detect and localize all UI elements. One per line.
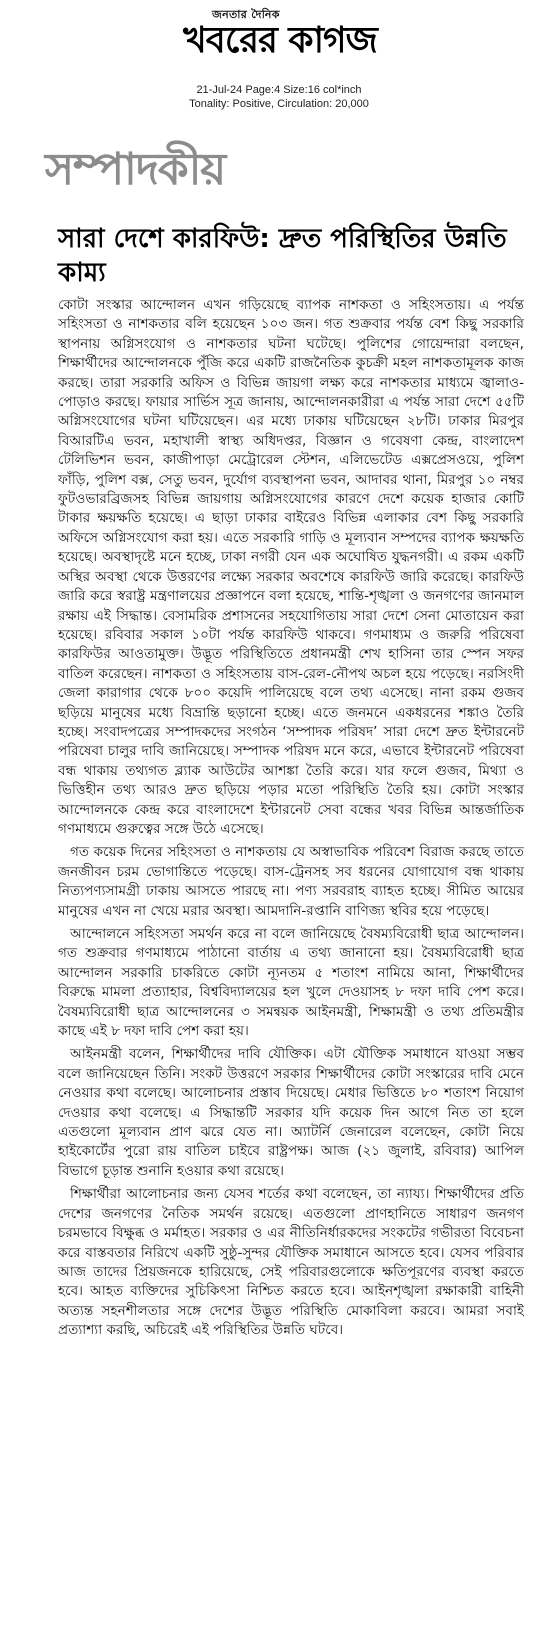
article-paragraph: গত কয়েক দিনের সহিংসতা ও নাশকতায় যে অস্বাভাবিক পরিবেশ বিরাজ করছে তাতে জনজীবন চরম ভোগান্তিতে পড়েছে। বাস-ট্রেনসহ সব ধরনের যোগাযোগ বন্ধ থাকায় নিত্যপণ্যসামগ্রী ঢাকায় আসতে পারছে না। পণ্য সরবরাহ ব্যাহত হচ্ছে। সীমিত আয়ের মানুষের এখন না খেয়ে মরার অবস্থা। আমদানি-রপ্তানি বাণিজ্য স্থবির হয়ে পড়েছে।: [58, 844, 524, 919]
article-paragraph: কোটা সংস্কার আন্দোলন এখন গড়িয়েছে ব্যাপক নাশকতা ও সহিংসতায়। এ পর্যন্ত সহিংসতা ও নাশকতার বলি হয়েছেন ১০৩ জন। গত শুক্রবার পর্যন্ত বেশ কিছু সরকারি স্থাপনায় অগ্নিসংযোগ ও নাশকতার ঘটনা ঘটেছে। পুলিশের গোয়েন্দারা বলছেন, শিক্ষার্থীদের আন্দোলনকে পুঁজি করে একটি রাজনৈতিক কুচক্রী মহল নাশকতামূলক কাজ করছে। তারা সরকারি অফিস ও বিভিন্ন জায়গা লক্ষ্য করে নাশকতার মাধ্যমে জ্বালাও-পোড়াও করছে। ফায়ার সার্ভিস সূত্র জানায়, আন্দোলনকারীরা এ পর্যন্ত সারা দেশে ৫৫টি অগ্নিসংযোগের ঘটনা ঘটিয়েছেন। এর মধ্যে ঢাকায় ঘটিয়েছেন ২৮টি। ঢাকার মিরপুর বিআরটিএ ভবন, মহাখালী স্বাস্থ্য অধিদপ্তর, বিজ্ঞান ও গবেষণা কেন্দ্র, বাংলাদেশ টেলিভিশন ভবন, কাজীপাড়া মেট্রোরেল স্টেশন, এলিভেটেড এক্সপ্রেসওয়ে, পুলিশ ফাঁড়ি, পুলিশ বক্স, সেতু ভবন, দুর্যোগ ব্যবস্থাপনা ভবন, আদাবর থানা, মিরপুর ১০ নম্বর ফুটওভারব্রিজসহ বিভিন্ন জায়গায় অগ্নিসংযোগের কারণে দেশে কয়েক হাজার কোটি টাকার ক্ষয়ক্ষতি হয়েছে। এ ছাড়া ঢাকার বাইরেও বিভিন্ন এলাকার বেশ কিছু সরকারি অফিসে অগ্নিসংযোগ করা হয়। এতে সরকারি গাড়ি ও মূল্যবান সম্পদের ব্যাপক ক্ষয়ক্ষতি হয়েছে। অবস্থাদৃষ্টে মনে হচ্ছে, ঢাকা নগরী যেন এক অঘোষিত যুদ্ধনগরী। এ রকম একটি অস্থির অবস্থা থেকে উত্তরণের লক্ষ্যে সরকার অবশেষে কারফিউ জারি করেছে। কারফিউ জারি করে স্বরাষ্ট্র মন্ত্রণালয়ের প্রজ্ঞাপনে বলা হয়েছে, শান্তি-শৃঙ্খলা ও জনগণের জানমাল রক্ষায় এই সিদ্ধান্ত। বেসামরিক প্রশাসনের সহযোগিতায় সারা দেশে সেনা মোতায়েন করা হয়েছে। রবিবার সকাল ১০টা পর্যন্ত কারফিউ থাকবে। গণমাধ্যম ও জরুরি পরিষেবা কারফিউর আওতামুক্ত। উদ্ভূত পরিস্থিতিতে প্রধানমন্ত্রী শেখ হাসিনা তার স্পেন সফর বাতিল করেছেন। নাশকতা ও সহিংসতায় বাস-রেল-নৌপথ অচল হয়ে পড়েছে। নরসিংদী জেলা কারাগার থেকে ৮০০ কয়েদি পালিয়েছে বলে তথ্য এসেছে। নানা রকম গুজব ছড়িয়ে মানুষের মধ্যে বিভ্রান্তি ছড়ানো হচ্ছে। এতে জনমনে একধরনের শঙ্কাও তৈরি হচ্ছে। সংবাদপত্রের সম্পাদকদের সংগঠন ‘সম্পাদক পরিষদ’ সারা দেশে দ্রুত ইন্টারনেট পরিষেবা চালুর দাবি জানিয়েছে। সম্পাদক পরিষদ মনে করে, এভাবে ইন্টারনেট পরিষেবা বন্ধ থাকায় তথ্যগত ব্ল্যাক আউটের আশঙ্কা তৈরি করে। যার ফলে গুজব, মিথ্যা ও ভিত্তিহীন তথ্য আরও দ্রুত ছড়িয়ে পড়ার মতো পরিস্থিতি তৈরি হয়। কোটা সংস্কার আন্দোলনকে কেন্দ্র করে বাংলাদেশে ইন্টারনেট সেবা বন্ধের খবর বিভিন্ন আন্তর্জাতিক গণমাধ্যমে গুরুত্বের সঙ্গে উঠে এসেছে।: [58, 297, 525, 837]
newspaper-logo: খবরের কাগজ: [183, 19, 377, 61]
article-paragraph: আইনমন্ত্রী বলেন, শিক্ষার্থীদের দাবি যৌক্তিক। এটা যৌক্তিক সমাধানে যাওয়া সম্ভব বলে জানিয়েছেন তিনি। সংকট উত্তরণে সরকার শিক্ষার্থীদের কোটা সংস্কারের দাবি মেনে নেওয়ার কথা বলেছে। আলোচনার প্রস্তাব দিয়েছে। মেধার ভিত্তিতে ৮০ শতাংশ নিয়োগ দেওয়ার কথা বলেছে। এ সিদ্ধান্তটি সরকার যদি কয়েক দিন আগে নিত তা হলে এতগুলো মূল্যবান প্রাণ ঝরে যেত না। অ্যাটর্নি জেনারেল বলেছেন, কোটা নিয়ে হাইকোর্টের পুরো রায় বাতিল চাইবে রাষ্ট্রপক্ষ। আজ (২১ জুলাই, রবিবার) আপিল বিভাগে চূড়ান্ত শুনানি হওয়ার কথা রয়েছে।: [58, 1046, 524, 1179]
article-headline: সারা দেশে কারফিউ: দ্রুত পরিস্থিতির উন্নতি কাম্য: [58, 224, 507, 288]
article-body: [58, 296, 524, 1345]
clip-metadata: 21-Jul-24 Page:4 Size:16 col*inch: [196, 84, 362, 96]
article-paragraph: আন্দোলনে সহিংসতা সমর্থন করে না বলে জানিয়েছে বৈষম্যবিরোধী ছাত্র আন্দোলন। গত শুক্রবার গণমাধ্যমে পাঠানো বার্তায় এ তথ্য জানানো হয়। বৈষম্যবিরোধী ছাত্র আন্দোলন সরকারি চাকরিতে কোটা ন্যূনতম ৫ শতাংশ নামিয়ে আনা, শিক্ষার্থীদের বিরুদ্ধে মামলা প্রত্যাহার, বিশ্ববিদ্যালয়ের হল খুলে দেওয়াসহ ৮ দফা দাবি পেশ করে। বৈষম্যবিরোধী ছাত্র আন্দোলনের ৩ সমন্বয়ক আইনমন্ত্রী, শিক্ষামন্ত্রী ও তথ্য প্রতিমন্ত্রীর কাছে এই ৮ দফা দাবি পেশ করা হয়।: [58, 926, 524, 1040]
section-title: সম্পাদকীয়: [45, 144, 226, 195]
masthead-tagline: জনতার দৈনিক: [212, 8, 280, 21]
clip-tonality: Tonality: Positive, Circulation: 20,000: [189, 98, 369, 110]
article-paragraph: শিক্ষার্থীরা আলোচনার জন্য যেসব শর্তের কথা বলেছেন, তা ন্যায্য। শিক্ষার্থীদের প্রতি দেশের জনগণের নৈতিক সমর্থন রয়েছে। এতগুলো প্রাণহানিতে সাধারণ জনগণ চরমভাবে বিক্ষুব্ধ ও মর্মাহত। সরকার ও এর নীতিনির্ধারকদের সংকটের গভীরতা বিবেচনা করে বাস্তবতার নিরিখে একটি সুষ্ঠু-সুন্দর যৌক্তিক সমাধানে আসতে হবে। যেসব পরিবার আজ তাদের প্রিয়জনকে হারিয়েছে, সেই পরিবারগুলোকে ক্ষতিপূরণের ব্যবস্থা করতে হবে। আহত ব্যক্তিদের সুচিকিৎসা নিশ্চিত করতে হবে। আইনশৃঙ্খলা রক্ষাকারী বাহিনী অত্যন্ত সহনশীলতার সঙ্গে দেশের উদ্ভূত পরিস্থিতি মোকাবিলা করবে। আমরা সবাই প্রত্যাশ্যা করছি, অচিরেই এই পরিস্থিতির উন্নতি ঘটবে।: [58, 1186, 524, 1339]
